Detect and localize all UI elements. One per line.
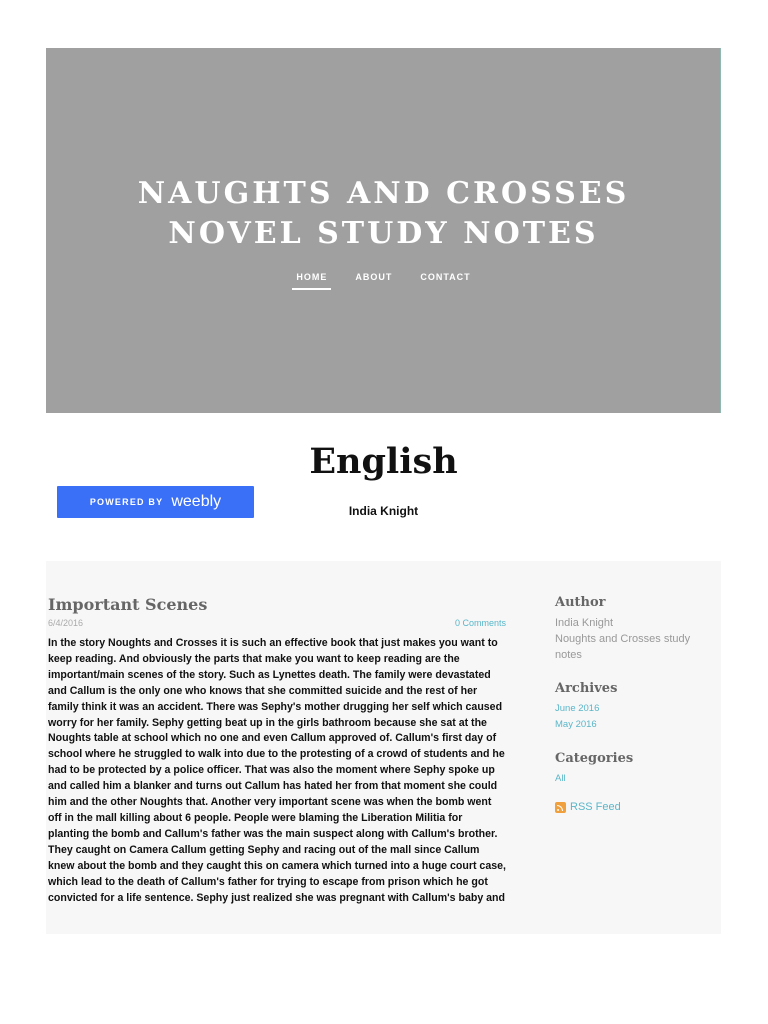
category-link-all[interactable]: All [555, 773, 566, 784]
site-title-line1: NAUGHTS AND CROSSES [137, 176, 630, 211]
nav-home[interactable]: HOME [292, 270, 331, 290]
archive-link-may-2016[interactable]: May 2016 [555, 719, 597, 730]
sidebar-author [555, 595, 715, 663]
hero-header [46, 48, 721, 413]
post-meta [48, 618, 506, 628]
rss-feed-label: RSS Feed [570, 801, 621, 813]
weebly-logo: weebly [171, 493, 222, 510]
sidebar-author-name: India Knight [555, 617, 614, 629]
site-title-line2: NOVEL STUDY NOTES [168, 216, 599, 251]
post-comments-link[interactable]: 0 Comments [454, 618, 506, 628]
powered-by-weebly-badge[interactable] [57, 486, 254, 518]
rss-feed-link[interactable] [555, 801, 715, 813]
author-name: India Knight [348, 504, 419, 518]
blog-content [46, 561, 721, 934]
sidebar-archives [555, 681, 715, 733]
archive-link-june-2016[interactable]: June 2016 [555, 703, 600, 714]
powered-by-label: POWERED BY [89, 497, 164, 507]
site-title[interactable] [46, 174, 721, 254]
sidebar-archives-heading: Archives [555, 681, 618, 696]
sidebar-author-desc: Noughts and Crosses study notes [555, 633, 691, 661]
sidebar-categories [555, 751, 715, 787]
main-nav [46, 270, 721, 290]
post-body: In the story Noughts and Crosses it is such an effective book that just makes you want to keep reading. And obviously the parts that make you want to keep reading are the important/main scenes of the story. Such as Lynettes death. The family were devastated and Callum is the only one who knows that she committed suicide and the rest of her family think it was an accident. There was Sephy's mother drugging her self which caused worry for her family. Sephy getting beat up in the girls bathroom because she sat at the Noughts table at school which no one and even Callum approved of. Callum's first day of school where he struggled to walk into due to the protesting of a crowd of students and he had to be protected by a police officer. That was also the moment where Sephy spoke up and called him a blanker and turns out Callum has hated her from that moment she could him and the other Noughts that. Another very important scene was when the bomb went off in the mall killing about 6 people. People were blaming the Liberation Militia for planting the bomb and Callum's father was the main suspect along with Callum's brother. They caught on Camera Callum getting Sephy and racing out of the mall since Callum knew about the bomb and they caught this on camera which turned into a huge court case, which lead to the death of Callum's father for trying to escape from prison which he got convicted for a life sentence. Sephy just realized she was pregnant with Callum's baby and [48, 637, 506, 904]
sidebar-author-heading: Author [555, 595, 606, 610]
sidebar [555, 595, 715, 813]
page-title: English [309, 441, 458, 482]
nav-contact[interactable]: CONTACT [420, 272, 471, 282]
post-title[interactable]: Important Scenes [48, 595, 208, 614]
rss-icon [555, 802, 566, 813]
page [46, 48, 721, 934]
post-date: 6/4/2016 [48, 618, 84, 628]
sidebar-categories-heading: Categories [555, 751, 634, 766]
blog-post [48, 595, 506, 906]
nav-about[interactable]: ABOUT [355, 272, 393, 282]
